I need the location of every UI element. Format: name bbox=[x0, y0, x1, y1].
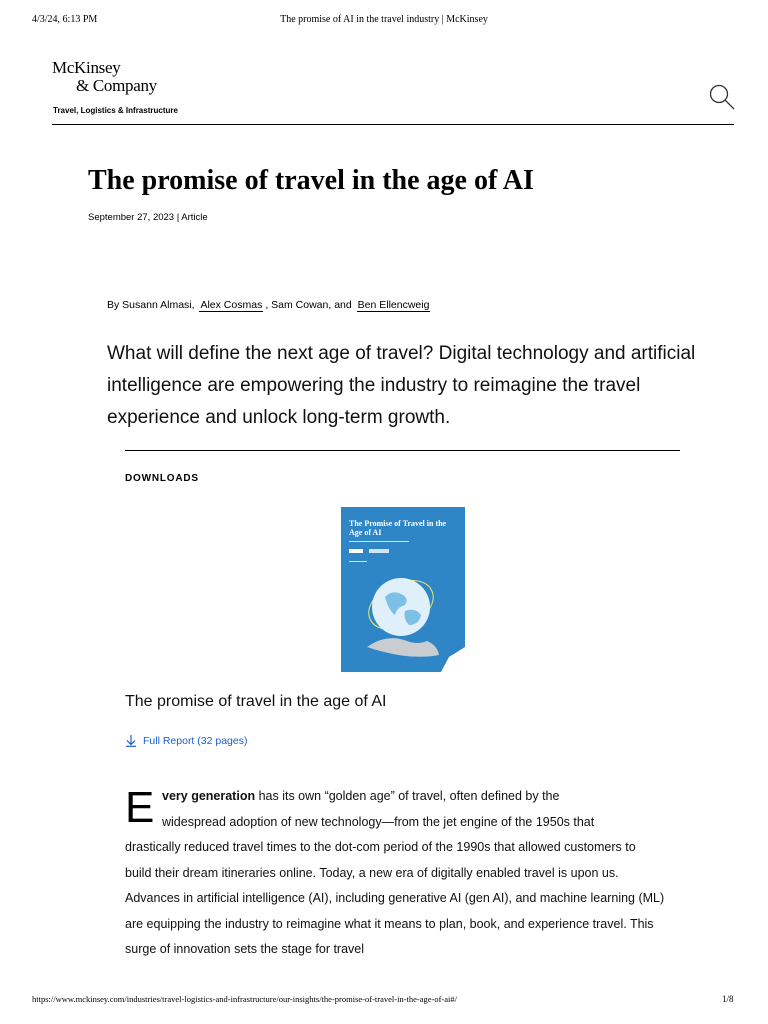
print-footer-url: https://www.mckinsey.com/industries/travel-logistics-and-infrastructure/our-insights/the-promise-of-travel-in-the-age-of-ai#/ bbox=[32, 994, 458, 1004]
print-page-title: The promise of AI in the travel industry | McKinsey bbox=[280, 14, 488, 25]
downloads-divider bbox=[125, 450, 680, 451]
body-rest: drastically reduced travel times to the dot-com period of the 1990s that allowed customers to build their dream itineraries online. Today, a new era of digitally enabled travel is upon us. Advances in artificial intelligence (AI), including generative AI (gen AI), and machine learning (ML) are equipping the industry to reimagine what it means to plan, book, and experience travel. This surge of innovation sets the stage for travel bbox=[125, 840, 665, 956]
article-meta: September 27, 2023 | Article bbox=[88, 212, 208, 223]
byline-mid: , Sam Cowan, and bbox=[265, 299, 352, 311]
author-link-ben-ellencweig[interactable]: Ben Ellencweig bbox=[357, 299, 430, 311]
mckinsey-logo[interactable] bbox=[52, 59, 157, 95]
header-divider bbox=[52, 124, 734, 125]
cover-illustration bbox=[341, 507, 465, 672]
article-title: The promise of travel in the age of AI bbox=[88, 165, 534, 196]
logo-line-1: McKinsey bbox=[52, 58, 121, 77]
full-report-download-link[interactable] bbox=[125, 734, 247, 747]
author-link-alex-cosmas[interactable]: Alex Cosmas bbox=[200, 299, 263, 311]
body-line-1: has its own “golden age” of travel, often defined by the bbox=[255, 789, 560, 803]
lead-bold: very generation bbox=[162, 789, 256, 803]
print-page-number: 1/8 bbox=[722, 994, 734, 1004]
print-datetime: 4/3/24, 6:13 PM bbox=[32, 14, 98, 25]
download-arrow-icon bbox=[125, 734, 137, 747]
logo-line-2: & Company bbox=[76, 76, 157, 95]
download-caption: The promise of travel in the age of AI bbox=[125, 693, 387, 710]
article-body-paragraph bbox=[125, 784, 665, 963]
byline bbox=[107, 299, 432, 311]
body-line-2: widespread adoption of new technology—from the jet engine of the 1950s that bbox=[162, 814, 595, 829]
drop-cap: E bbox=[125, 783, 155, 832]
cover-title: The Promise of Travel in the Age of AI bbox=[349, 519, 447, 537]
full-report-label: Full Report (32 pages) bbox=[143, 734, 248, 747]
report-cover-image[interactable] bbox=[341, 507, 465, 672]
section-link[interactable]: Travel, Logistics & Infrastructure bbox=[53, 106, 178, 115]
search-icon[interactable] bbox=[708, 83, 736, 111]
article-lede: What will define the next age of travel? Digital technology and artificial intelligence are empowering the industry to reimagine the travel experience and unlock long-term growth. bbox=[107, 343, 696, 428]
byline-prefix: By Susann Almasi, bbox=[107, 299, 195, 311]
downloads-label: DOWNLOADS bbox=[125, 473, 199, 484]
